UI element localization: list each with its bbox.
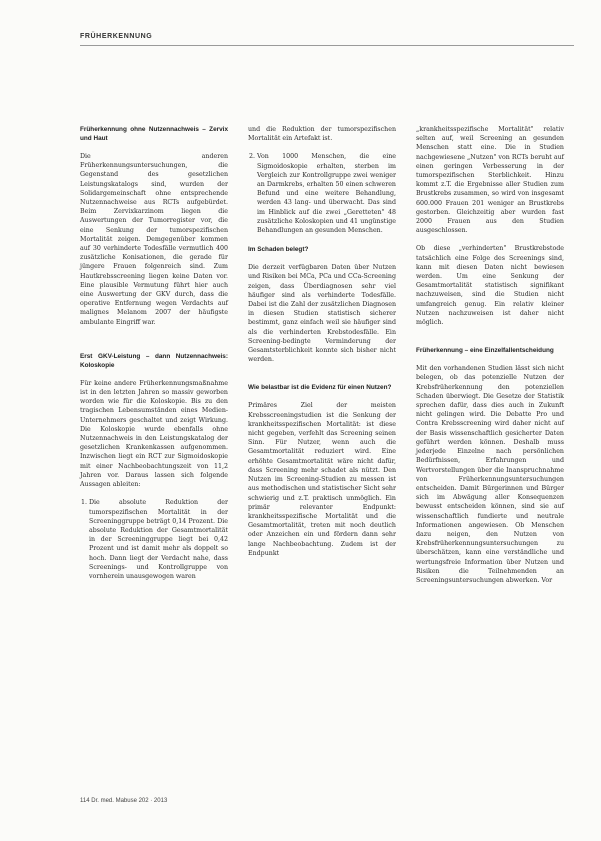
column-1 — [80, 125, 228, 581]
column-2 — [248, 125, 396, 567]
heading-koloskopie: Erst GKV-Leistung – dann Nutzennachweis: Koloskopie — [80, 352, 228, 369]
paragraph-continued: und die Reduktion der tumorspezifischen Mortalität ein Artefakt ist. — [248, 126, 396, 143]
paragraph: Ob diese „verhinderten" Brustkrebstode tatsächlich eine Folge des Screenings sind, kann mit diesen Daten nicht bewiesen werden. Um eine Senkung der Gesamtmortalität statistisch signifikant nachzuweisen, sind die Studien nicht umfangreich genug. Ein relativ kleiner Nutzen nachzuweisen ist daher nicht möglich. — [416, 245, 564, 327]
paragraph: Die anderen Früherkennungsuntersuchungen, die Gegenstand des gesetzlichen Leistungskatalogs sind, wurden der Solidargemeinschaft ohne entsprechende Nutzennachweise aus RCTs aufgebürdet. Beim Zervixkarzinom liegen die Auswertungen der Tumorregister vor, die eine Senkung der tumorspezifischen Mortalität zeigen. Demgegenüber kommen auf 30 verhinderte Todesfälle vermutlich 400 zusätzliche Konisationen, die gerade für jüngere Frauen folgenreich sind. Zum Hautkrebsscreening liegen keine Daten vor. Eine plausible Vermutung führt hier auch eine Auswertung der GKV durch, dass die operative Entfernung wegen Verdachts auf malignes Melanom 2007 der häufigste ambulante Eingriff war. — [80, 153, 228, 326]
heading-zervix-haut: Früherkennung ohne Nutzennachweis – Zervix und Haut — [80, 126, 228, 142]
heading-schaden: Im Schaden belegt? — [248, 246, 309, 254]
paragraph: Die derzeit verfügbaren Daten über Nutzen und Risiken bei MCa, PCa und CCa-Screening zeigen, dass Überdiagnosen sehr viel häufiger sind als verhinderte Todesfälle. Dabei ist die Zahl der zusätzlichen Diagnosen in diesen Studien statistisch sicherer bestimmt, ganz einfach weil sie häufiger sind als die verhinderten Krebstodesfälle. Ein Screening-bedingte Verminderung der Gesamtsterblichkeit konnte sich bisher nicht werden. — [248, 264, 396, 364]
findings-list — [80, 498, 228, 581]
header-divider — [80, 45, 574, 46]
column-3 — [416, 125, 564, 594]
page-footer: 114 Dr. med. Mabuse 202 · 2013 — [80, 798, 168, 804]
heading-einzelfall: Früherkennung – eine Einzelfallentscheidung — [416, 347, 554, 355]
paragraph: Mit den vorhandenen Studien lässt sich nicht belegen, ob das potenzielle Nutzen der Krebsfrüherkennung den potenziellen Schaden überwiegt. Die Gesetze der Statistik sprechen dafür, dass dies auch in Zukunft nicht gelingen wird. Die Debatte Pro und Contra Krebsscreening wird daher nicht auf der Basis wissenschaftlich gesicherter Daten geführt werden können. Deshalb muss jederjede Einzelne nach persönlichen Bedürfnissen, Erfahrungen und Wertvorstellungen über die Inanspruchnahme von Früherkennungsuntersuchungen entscheiden. Damit Bürgerinnen und Bürger sich im Abwägung aller Konsequenzen bewusst entscheiden können, sind sie auf wissenschaftlich fundierte und neutrale Informationen angewiesen. Ob Menschen dazu neigen, den Nutzen von Krebsfrüherkennungsuntersuchungen zu überschätzen, kann eine verständliche und wertungsfreie Information über Nutzen und Risiken die Teilnehmenden an Screeningsuntersuchungen abwerken. Vor — [416, 365, 564, 584]
paragraph: Primäres Ziel der meisten Krebsscreeningstudien ist die Senkung der krankheitsspezifischen Mortalität: ist diese nicht gegeben, verfehlt das Screening seinen Sinn. Für Nutzer, wenn auch die Gesamtmortalität reduziert wird. Eine erhöhte Gesamtmortalität wäre nicht dafür, dass Screening mehr schadet als nützt. Den Nutzen im Screening-Studien zu messen ist aus methodischen und statistischer Sicht sehr schwierig und z.T. praktisch unmöglich. Ein primär relevanter Endpunkt: krankheitsspezifische Mortalität und die Gesamtmortalität, treten mit noch deutlich oder Anzeichen ein und fördern dann sehr lange Nachbeobachtung. Zudem ist der Endpunkt — [248, 402, 396, 557]
list-item: 1. Die absolute Reduktion der tumorspezifischen Mortalität in der Screeninggruppe beträgt 0,14 Prozent. Die absolute Reduktion der Gesamtmortalität in der Screeninggruppe liegt bei 0,42 Prozent und ist damit mehr als doppelt so hoch. Dann liegt der Verdacht nahe, dass Screenings- und Kontrollgruppe von vornherein unausgewogen waren — [89, 498, 228, 581]
list-item: 2. Von 1000 Menschen, die eine Sigmoidoskopie erhalten, sterben im Vergleich zur Kontrollgruppe zwei weniger an Darmkrebs, erhalten 50 einen schweren Befund und eine weitere Behandlung, werden 43 lang- und überwacht. Das sind im Hinblick auf die zwei „Geretteten" 48 zusätzliche Koloskopien und 41 ungünstige Behandlungen an gesunden Menschen. — [257, 152, 396, 235]
paragraph-continued: „krankheitsspezifische Mortalität" relativ selten auf, weil Screening an gesunden Menschen statt eine. Die in Studien nachgewiesene „Nutzen" von RCTs beruht auf einen geringen Verbesserung in der tumorspezifischen Sterblichkeit. Hinzu kommt z.T. die Ergebnisse aller Studien zum Brustkrebs zusammen, so wird von insgesamt 600.000 Frauen 201 weniger an Brustkrebs gestorben. Gleichzeitig aber wurden fast 2000 Frauen aus den Studien ausgeschlossen. — [416, 126, 564, 235]
section-label: FRÜHERKENNUNG — [80, 33, 153, 40]
heading-evidenz: Wie belastbar ist die Evidenz für einen Nutzen? — [248, 384, 392, 392]
findings-list-continued — [248, 152, 396, 235]
paragraph: Für keine andere Früherkennungsmaßnahme ist in den letzten Jahren so massiv geworben worden wie für die Koloskopie. Bis zu den tragischen Lebensumständen eines Medien-Unternehmers geschaltet und zeigt Wirkung. Die Koloskopie wurde ebenfalls ohne Nutzennachweis in den Leistungskatalog der gesetzlichen Krankenkassen aufgenommen. Inzwischen liegt ein RCT zur Sigmoidoskopie mit einer Nachbeobachtungszeit von 11,2 Jahren vor. Daraus lassen sich folgende Aussagen ableiten: — [80, 379, 228, 489]
